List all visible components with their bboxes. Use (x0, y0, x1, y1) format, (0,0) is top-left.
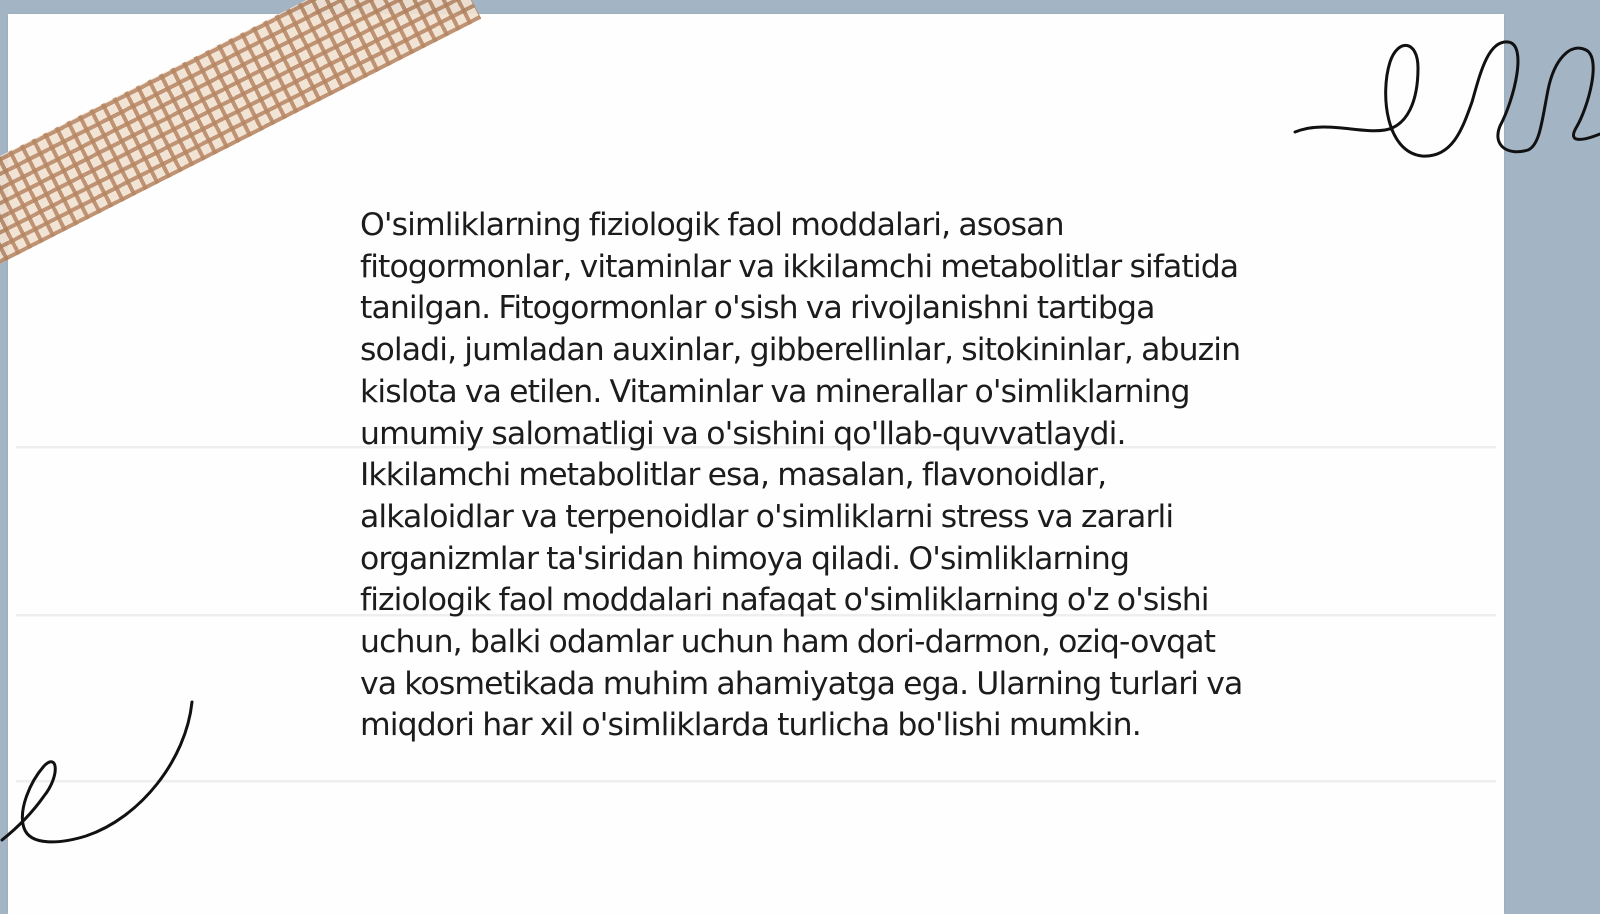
body-paragraph: O'simliklarning fiziologik faol moddalari, asosan fitogormonlar, vitaminlar va ikkilamchi metabolitlar sifatida tanilgan. Fitogormonlar o'sish va rivojlanishni tartibga soladi, jumladan auxinlar, gibberellinlar, sitokininlar, abuzin kislota va etilen. Vitaminlar va minerallar o'simliklarning umumiy salomatligi va o'sishini qo'llab-quvvatlaydi. Ikkilamchi metabolitlar esa, masalan, flavonoidlar, alkaloidlar va terpenoidlar o'simliklarni stress va zararli organizmlar ta'siridan himoya qiladi. O'simliklarning fiziologik faol moddalari nafaqat o'simliklarning o'z o'sishi uchun, balki odamlar uchun ham dori-darmon, oziq-ovqat va kosmetikada muhim ahamiyatga ega. Ularning turlari va miqdori har xil o'simliklarda turlicha bo'lishi mumkin. (360, 207, 1243, 744)
loop-squiggle-icon (1290, 30, 1600, 165)
ruled-line (16, 780, 1496, 783)
loop-swoosh-icon (0, 700, 200, 850)
